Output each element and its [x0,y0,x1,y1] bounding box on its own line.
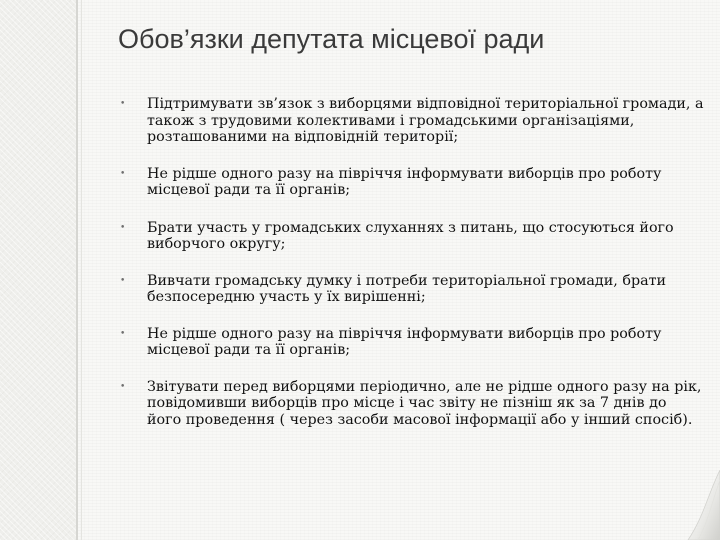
bullet-item [120,220,705,253]
bullet-list [120,96,705,448]
bullet-icon: • [120,99,126,109]
bullet-text: Не рідше одного разу на півріччя інформувати виборців про роботу місцевої ради та її органів; [147,165,662,198]
bullet-icon: • [120,381,126,392]
bullet-item [120,326,705,359]
bullet-icon: • [120,275,126,286]
bullet-icon: • [120,222,126,233]
slide-title: Обов’язки депутата місцевої ради [118,24,545,54]
left-decorative-band [0,0,76,540]
bullet-text: Брати участь у громадських слуханнях з питань, що стосуються його виборчого округу; [147,219,674,252]
bullet-item [120,379,705,429]
bullet-item [120,273,705,306]
left-divider-line-thin [81,0,82,540]
bullet-icon: • [120,168,126,179]
bullet-text: Звітувати перед виборцями періодично, але не рідше одного разу на рік, повідомивши виборців про місце і час звіту не пізніш як за 7 днів до його проведення ( через засоби масової інформації або у інший спосіб). [147,378,702,428]
bullet-text: Не рідше одного разу на півріччя інформувати виборців про роботу місцевої ради та її органів; [147,325,662,358]
left-divider-line [76,0,78,540]
bullet-icon: • [120,328,126,339]
bullet-item [120,96,705,146]
bullet-item [120,166,705,199]
bullet-text: Підтримувати зв’язок з виборцями відповідної територіальної громади, а також з трудовими колективами і громадськими організаціями, розташованими на відповідній території; [147,96,704,145]
bullet-text: Вивчати громадську думку і потреби територіальної громади, брати безпосередню участь у їх вирішенні; [147,272,667,305]
page-curl-decoration [670,470,720,540]
